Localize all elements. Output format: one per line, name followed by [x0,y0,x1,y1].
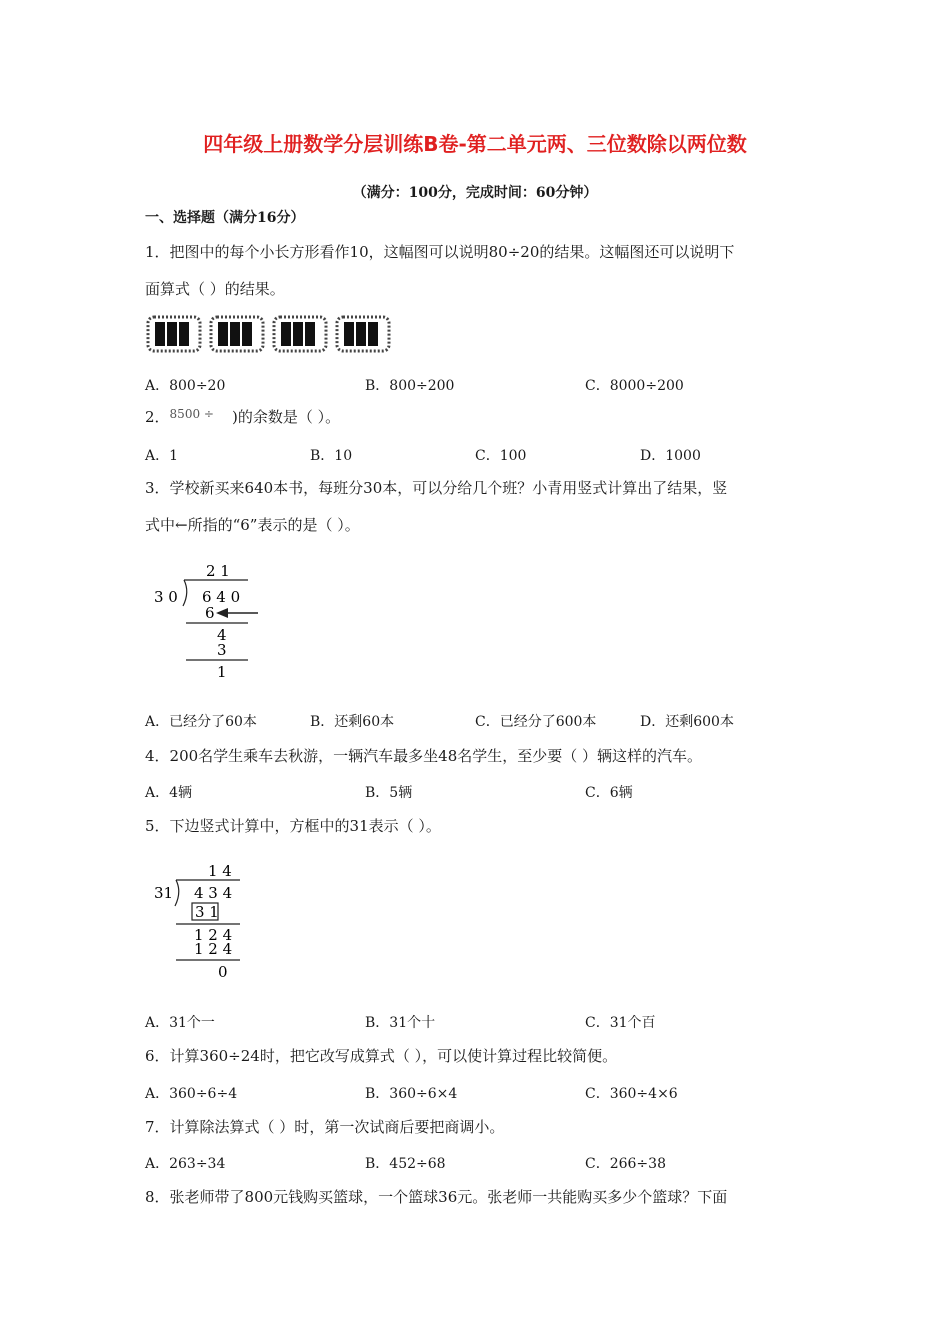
q3-second-product-row: 3 [217,641,227,659]
question-1-rectangles-figure [145,313,395,355]
q5-remainder-row: 1 2 4 [194,926,233,944]
q3-divisor: 3 0 [154,588,178,606]
q5-divisor: 31 [154,884,174,902]
question-1-option-a: A．800÷20 [145,378,226,394]
rectangle-group-2 [211,317,263,351]
q3-final-remainder: 1 [217,663,227,681]
question-4-option-b: B．5辆 [365,785,413,801]
question-4-text: 4．200名学生乘车去秋游，一辆汽车最多坐48名学生，至少要（ ）辆这样的汽车。 [145,747,703,765]
q5-quotient: 1 4 [208,862,232,880]
question-2-option-b: B．10 [310,448,353,464]
question-2-option-d: D．1000 [640,448,701,464]
question-3-text-line-2: 式中←所指的“6”表示的是（ ）。 [145,516,360,534]
question-7-text: 7．计算除法算式（ ）时，第一次试商后要把商调小。 [145,1118,505,1136]
question-1-option-b: B．800÷200 [365,378,455,394]
question-3-option-b: B．还剩60本 [310,714,395,730]
question-5-option-b: B．31个十 [365,1015,436,1031]
question-5-option-c: C．31个百 [585,1015,656,1031]
question-3-text-line-1: 3．学校新买来640本书，每班分30本，可以分给几个班？小青用竖式计算出了结果，竖 [145,479,728,497]
division-bracket [175,880,179,906]
question-8-text: 8．张老师带了800元钱购买篮球，一个篮球36元。张老师一共能购买多少个篮球？下面 [145,1188,728,1206]
question-3-option-d: D．还剩600本 [640,714,734,730]
question-7-option-c: C．266÷38 [585,1156,666,1172]
question-2-number: 2． [145,408,170,426]
question-1-option-c: C．8000÷200 [585,378,684,394]
question-4-option-a: A．4辆 [145,785,193,801]
question-3-long-division-figure [150,558,270,683]
question-6-option-b: B．360÷6×4 [365,1086,458,1102]
question-5-text: 5．下边竖式计算中，方框中的31表示（ ）。 [145,817,441,835]
question-2-option-a: A．1 [145,448,179,464]
q5-boxed-number: 3 1 [195,903,219,921]
q5-second-product-row: 1 2 4 [194,940,233,958]
page-subtitle: （满分：100分，完成时间：60分钟） [352,185,598,201]
question-2-expression: 8500 ÷ [169,407,214,421]
question-6-text: 6．计算360÷24时，把它改写成算式（ ），可以使计算过程比较简便。 [145,1047,618,1065]
question-7-option-a: A．263÷34 [145,1156,226,1172]
arrow-icon [216,608,228,618]
question-2-option-c: C．100 [475,448,527,464]
q3-quotient: 2 1 [206,562,230,580]
rectangle-group-1 [148,317,200,351]
question-3-option-a: A．已经分了60本 [145,714,257,730]
question-4-option-c: C．6辆 [585,785,633,801]
q3-dividend: 6 4 0 [202,588,241,606]
question-6-option-a: A．360÷6÷4 [145,1086,238,1102]
q3-product-row: 6 [205,604,215,622]
rectangle-group-3 [274,317,326,351]
division-bracket [183,580,187,606]
question-7-option-b: B．452÷68 [365,1156,446,1172]
q5-final-remainder: 0 [218,963,228,981]
question-5-long-division-figure [150,858,260,983]
question-1-text-line-2: 面算式（ ）的结果。 [145,280,285,298]
page-title: 四年级上册数学分层训练B卷-第二单元两、三位数除以两位数 [203,132,747,156]
question-5-option-a: A．31个一 [145,1015,215,1031]
question-6-option-c: C．360÷4×6 [585,1086,678,1102]
section-heading: 一、选择题（满分16分） [145,210,305,226]
q5-dividend: 4 3 4 [194,884,233,902]
question-2-text [145,406,340,427]
question-3-option-c: C．已经分了600本 [475,714,597,730]
question-2-tail: )的余数是（ ）。 [231,408,341,426]
q3-remainder-row: 4 [217,626,227,644]
rectangle-group-4 [337,317,389,351]
question-1-text-line-1: 1．把图中的每个小长方形看作10，这幅图可以说明80÷20的结果。这幅图还可以说明下 [145,243,735,261]
